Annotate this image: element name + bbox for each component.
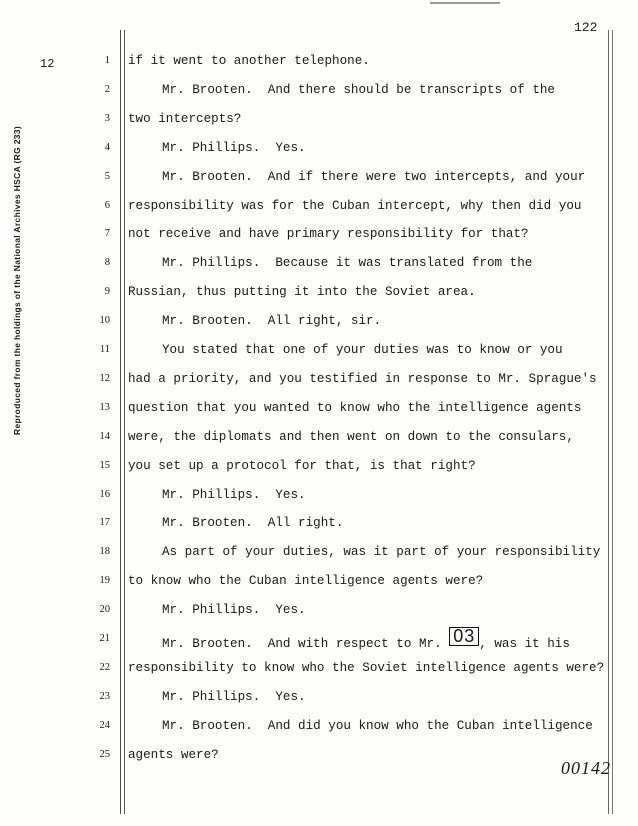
scan-artifact xyxy=(430,2,500,4)
line-text: Mr. Phillips. Yes. xyxy=(162,603,306,618)
line-text: two intercepts? xyxy=(128,111,242,126)
line-text: agents were? xyxy=(128,747,219,762)
line-text: question that you wanted to know who the intelligence agents xyxy=(128,400,582,415)
line-number: 4 xyxy=(104,141,110,153)
transcript-line xyxy=(0,601,636,621)
line-text: You stated that one of your duties was to know or you xyxy=(162,343,563,357)
line-text: if it went to another telephone. xyxy=(128,54,370,68)
line-number: 22 xyxy=(99,661,110,673)
line-number: 20 xyxy=(99,604,110,616)
line-text: responsibility to know who the Soviet intelligence agents were? xyxy=(128,660,605,675)
line-number: 3 xyxy=(104,112,110,124)
line-number: 12 xyxy=(99,372,110,384)
transcript-line xyxy=(0,370,636,390)
transcript-line xyxy=(0,168,636,188)
transcript-line xyxy=(0,659,636,679)
transcript-line xyxy=(0,139,636,159)
line-text: Mr. Brooten. All right, sir. xyxy=(162,314,382,329)
line-number: 16 xyxy=(99,488,110,500)
line-number: 18 xyxy=(99,546,110,558)
transcript-line xyxy=(0,486,636,506)
line-text: had a priority, and you testified in response to Mr. Sprague's xyxy=(128,371,597,386)
line-text: you set up a protocol for that, is that right? xyxy=(128,458,476,473)
line-text: Mr. Brooten. And there should be transcripts of the xyxy=(162,82,555,97)
line-number: 8 xyxy=(104,257,110,269)
line-number: 19 xyxy=(99,575,110,587)
transcript-line xyxy=(0,717,636,737)
page-number: 122 xyxy=(574,20,598,35)
line-number: 11 xyxy=(99,344,110,355)
line-number: 23 xyxy=(99,690,110,702)
document-stamp-number: 00142 xyxy=(561,758,611,778)
margin-mark: 12 xyxy=(40,57,55,71)
line-number: 7 xyxy=(104,228,110,240)
line-text: Mr. Brooten. And did you know who the Cuban intelligence xyxy=(162,718,593,733)
line-number: 1 xyxy=(104,55,110,66)
line-number: 5 xyxy=(104,170,110,182)
line-number: 9 xyxy=(104,286,110,298)
transcript-line xyxy=(0,688,636,708)
archive-stamp: Reproduced from the holdings of the National Archives HSCA (RG 233) xyxy=(12,125,22,435)
transcript-line xyxy=(0,514,636,534)
transcript-line xyxy=(0,52,636,72)
line-number: 21 xyxy=(99,633,110,644)
transcript-line xyxy=(0,110,636,130)
line-number: 24 xyxy=(99,719,110,731)
transcript-line xyxy=(0,746,636,766)
transcript-line xyxy=(0,254,636,274)
line-number: 15 xyxy=(99,459,110,471)
line-text: Mr. Phillips. Yes. xyxy=(162,140,306,155)
transcript-line xyxy=(0,572,636,592)
line-number: 10 xyxy=(99,315,110,327)
transcript-line xyxy=(0,399,636,419)
transcript-line xyxy=(0,81,636,101)
line-number: 14 xyxy=(99,430,110,442)
line-text: responsibility was for the Cuban intercept, why then did you xyxy=(128,198,582,213)
line-text: Mr. Phillips. Yes. xyxy=(162,689,306,704)
line-text: not receive and have primary responsibility for that? xyxy=(128,227,529,242)
line-text: Mr. Brooten. And if there were two intercepts, and your xyxy=(162,169,586,184)
line-text: Mr. Brooten. All right. xyxy=(162,516,344,531)
line-number: 2 xyxy=(104,83,110,95)
transcript-line xyxy=(0,543,636,563)
transcript-line xyxy=(0,428,636,448)
line-text: Mr. Brooten. And with respect to Mr. 03 , was it his xyxy=(162,626,570,651)
transcript-line xyxy=(0,457,636,477)
transcript-line xyxy=(0,626,636,651)
line-number: 25 xyxy=(99,748,110,760)
line-number: 17 xyxy=(99,517,110,529)
transcript-line xyxy=(0,312,636,332)
line-text: were, the diplomats and then went on down to the consulars, xyxy=(128,429,574,444)
transcript-line xyxy=(0,283,636,303)
line-text: Mr. Phillips. Yes. xyxy=(162,487,306,502)
line-number: 13 xyxy=(99,401,110,413)
transcript-line xyxy=(0,197,636,217)
line-text: Russian, thus putting it into the Soviet area. xyxy=(128,285,476,300)
redaction-box: 03 xyxy=(449,627,479,646)
line-number: 6 xyxy=(104,199,110,211)
line-text: Mr. Phillips. Because it was translated from the xyxy=(162,256,533,271)
transcript-line xyxy=(0,225,636,245)
transcript-line xyxy=(0,341,636,361)
line-text: As part of your duties, was it part of your responsibility xyxy=(162,545,601,560)
line-text: to know who the Cuban intelligence agents were? xyxy=(128,574,484,589)
